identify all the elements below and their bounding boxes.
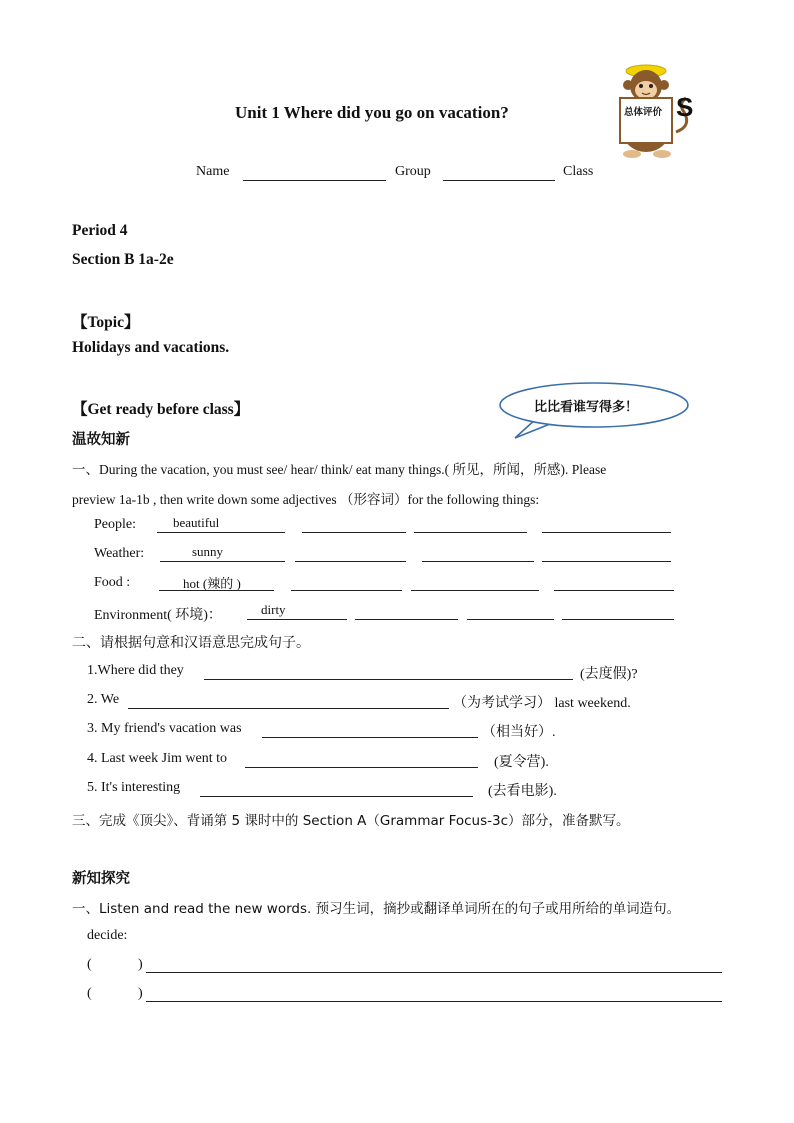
topic-heading: 【Topic】 — [72, 314, 140, 331]
speech-bubble-text: 比比看谁写得多！ — [534, 400, 639, 415]
food-label: Food : — [94, 575, 131, 590]
sentence-1-blank[interactable] — [204, 679, 573, 680]
sentence-5-blank[interactable] — [200, 796, 473, 797]
sentence-5-suffix: (去看电影). — [488, 784, 557, 799]
sentence-2-suffix: （为考试学习） last weekend. — [453, 696, 631, 711]
food-example-blank[interactable] — [159, 573, 274, 591]
people-label: People: — [94, 517, 136, 532]
environment-label: Environment( 环境)： — [94, 608, 222, 623]
topic-text: Holidays and vacations. — [72, 339, 230, 356]
sentence-5-prefix: 5. It's interesting — [87, 780, 181, 795]
people-blank-3[interactable] — [414, 532, 527, 533]
people-example-blank[interactable] — [157, 515, 285, 533]
people-blank-4[interactable] — [542, 532, 671, 533]
group-field[interactable] — [443, 180, 555, 181]
food-blank-3[interactable] — [411, 590, 539, 591]
paren-close-2: ) — [138, 986, 143, 1001]
sentence-4-prefix: 4. Last week Jim went to — [87, 751, 227, 766]
name-field[interactable] — [243, 180, 386, 181]
sentence-1-suffix: (去度假)? — [580, 667, 638, 682]
part2-heading: 二、请根据句意和汉语意思完成句子。 — [72, 635, 310, 651]
review-heading: 温故知新 — [72, 432, 130, 448]
food-blank-4[interactable] — [554, 590, 674, 591]
people-blank-2[interactable] — [302, 532, 406, 533]
word-decide: decide: — [87, 928, 128, 943]
name-label: Name — [196, 164, 230, 179]
weather-example-blank[interactable] — [160, 544, 285, 562]
logo-sign-text: 总体评价 — [624, 107, 663, 118]
food-blank-2[interactable] — [291, 590, 402, 591]
sentence-3-suffix: （相当好）. — [482, 725, 556, 740]
sentence-4-blank[interactable] — [245, 767, 478, 768]
sentence-2-prefix: 2. We — [87, 692, 120, 707]
weather-label: Weather: — [94, 546, 145, 561]
sentence-1-prefix: 1.Where did they — [87, 663, 184, 678]
ready-heading: 【Get ready before class】 — [72, 401, 250, 418]
paren-open-2: ( — [87, 986, 92, 1001]
logo-letter: S — [676, 92, 694, 122]
section-heading: Section B 1a-2e — [72, 251, 174, 268]
weather-blank-4[interactable] — [542, 561, 671, 562]
environment-example-blank[interactable] — [247, 602, 347, 620]
decide-sentence-blank-2[interactable] — [146, 1001, 722, 1002]
new-knowledge-heading: 新知探究 — [72, 871, 130, 887]
sentence-4-suffix: (夏令营). — [494, 755, 549, 770]
paren-close-1: ) — [138, 957, 143, 972]
page-title: Unit 1 Where did you go on vacation? — [235, 103, 509, 122]
people-example: beautiful — [173, 515, 220, 530]
decide-sentence-blank-1[interactable] — [146, 972, 722, 973]
group-label: Group — [395, 164, 431, 179]
weather-blank-3[interactable] — [422, 561, 534, 562]
weather-blank-2[interactable] — [295, 561, 406, 562]
food-example: hot (辣的 ) — [183, 576, 241, 591]
environment-example: dirty — [261, 602, 286, 617]
environment-blank-4[interactable] — [562, 619, 674, 620]
environment-blank-2[interactable] — [355, 619, 458, 620]
sentence-3-prefix: 3. My friend's vacation was — [87, 721, 242, 736]
paren-open-1: ( — [87, 957, 92, 972]
part1-line1: 一、During the vacation, you must see/ hear/ think/ eat many things.( 所见，所闻，所感). Please — [72, 462, 607, 477]
period-heading: Period 4 — [72, 222, 128, 239]
environment-blank-3[interactable] — [467, 619, 554, 620]
new-part1-text: 一、Listen and read the new words. 预习生词，摘抄或翻译单词所在的句子或用所给的单词造句。 — [72, 901, 681, 917]
sentence-3-blank[interactable] — [262, 737, 478, 738]
part3-text: 三、完成《顶尖》、背诵第 5 课时中的 Section A（Grammar Focus-3c）部分，准备默写。 — [72, 813, 630, 829]
part1-line2: preview 1a-1b , then write down some adjectives （形容词）for the following things: — [72, 492, 540, 507]
sentence-2-blank[interactable] — [128, 708, 449, 709]
class-label: Class — [563, 164, 594, 179]
weather-example: sunny — [192, 544, 224, 559]
